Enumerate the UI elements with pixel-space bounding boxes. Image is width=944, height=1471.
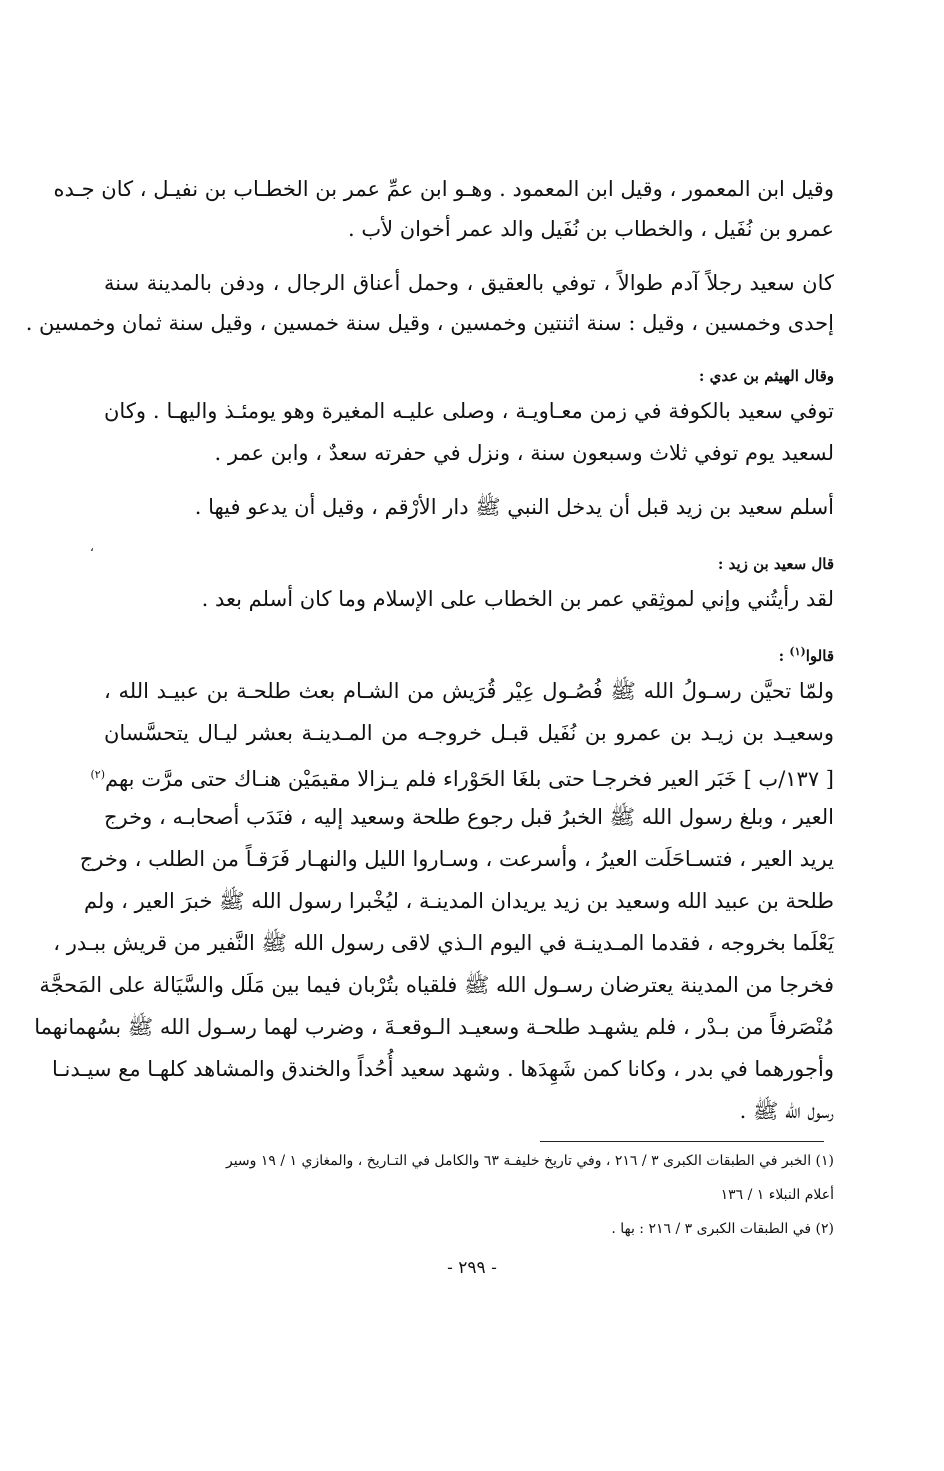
body-line: رسول الله ﷺ . (739, 1099, 834, 1123)
body-line: ولمّا تحيَّن رسـولُ الله ﷺ فُصُـول عِيْر قُرَيش من الشـام بعث طلحـة بن عبيـد الله ، (104, 679, 834, 703)
body-line: كان سعيد رجلاً آدم طوالاً ، توفي بالعقيق ، وحمل أعناق الرجال ، ودفن بالمدينة سنة (104, 271, 834, 295)
body-line: توفي سعيد بالكوفة في زمن معـاويـة ، وصلى عليـه المغيرة وهو يومئـذ واليهـا . وكان (104, 399, 834, 423)
body-line: عمرو بن نُفَيل ، والخطاب بن نُفَيل والد عمر أخوان لأب . (347, 217, 834, 241)
body-line: يَعْلَما بخروجه ، فقدما المـدينـة في اليوم الـذي لاقى رسول الله ﷺ النَّفير من قريش ببـدر ، (53, 931, 834, 955)
body-line: فخرجا من المدينة يعترضان رسـول الله ﷺ فلقياه بتُرْبان فيما بين مَلَل والسَّيَالة على المَحجَّة (39, 973, 834, 997)
body-line: مُنْصَرفاً من بـدْر ، فلم يشهـد طلحـة وسعيـد الـوقعـةَ ، وضرب لهما رسـول الله ﷺ بسُهمانهما (34, 1015, 834, 1039)
page-number: - ٢٩٩ - (447, 1258, 497, 1278)
footnote: (١) الخبر في الطبقات الكبرى ٣ / ٢١٦ ، وفي تاريخ خليفـة ٦٣ والكامل في التـاريخ ، والمغازي ١ / ١٩ وسير (225, 1153, 834, 1169)
body-line: وأجورهما في بدر ، وكانا كمن شَهِدَها . وشهد سعيد أُحُداً والخندق والمشاهد كلهـا مع سيـدنـا (51, 1057, 834, 1081)
footnote-separator (540, 1141, 824, 1142)
body-line (90, 758, 834, 796)
heading-colon: : (778, 647, 790, 665)
footnote-ref: (١) (789, 645, 806, 658)
body-line: إحدى وخمسين ، وقيل : سنة اثنتين وخمسين ، وقيل سنة خمسين ، وقيل سنة ثمان وخمسين . (25, 311, 834, 335)
body-line: وقيل ابن المعمور ، وقيل ابن المعمود . وهـو ابن عمِّ عمر بن الخطـاب بن نفيـل ، كان جـده (53, 177, 834, 201)
body-line: وسعيـد بن زيـد بن عمرو بن نُفَيل قبـل خروجـه من المـدينـة بعشر ليـال يتحسَّسان (104, 721, 834, 745)
body-line: يريد العير ، فتسـاحَلَت العيرُ ، وأسرعت ، وسـاروا الليل والنهـار فَرَقـاً من الطلب ، وخرج (79, 847, 834, 871)
body-line-text: [ ١٣٧/ب ] خَبَر العير فخرجـا حتى بلغَا الحَوْراء فلم يـزالا مقيمَيْن هنـاك حتى مرَّت بهم (105, 767, 834, 791)
footnote: أعلام النبلاء ١ / ١٣٦ (720, 1187, 834, 1203)
body-line: طلحة بن عبيد الله وسعيد بن زيد يريدان المدينـة ، ليُخْبرا رسول الله ﷺ خبرَ العير ، ولم (83, 889, 834, 913)
section-heading: وقال الهيثم بن عدي : (698, 367, 834, 385)
footnote-ref: (٢) (90, 768, 106, 781)
body-line: العير ، وبلغ رسول الله ﷺ الخبرُ قبل رجوع طلحة وسعيد إليه ، فنَدَب أصحابـه ، وخرج (104, 805, 834, 829)
body-line: لقد رأيتُني وإني لموثِقي عمر بن الخطاب على الإسلام وما كان أسلم بعد . (201, 587, 834, 611)
body-line: أسلم سعيد بن زيد قبل أن يدخل النبي ﷺ دار الأرْقم ، وقيل أن يدعو فيها . (194, 495, 834, 519)
stray-mark: ، (90, 540, 94, 554)
heading-text: قالوا (805, 647, 834, 665)
body-line: لسعيد يوم توفي ثلاث وسبعون سنة ، ونزل في حفرته سعدٌ ، وابن عمر . (214, 441, 834, 465)
section-heading: قال سعيد بن زيد : (717, 555, 834, 573)
footnote: (٢) في الطبقات الكبرى ٣ / ٢١٦ : بها . (611, 1221, 834, 1237)
section-heading (779, 640, 834, 668)
